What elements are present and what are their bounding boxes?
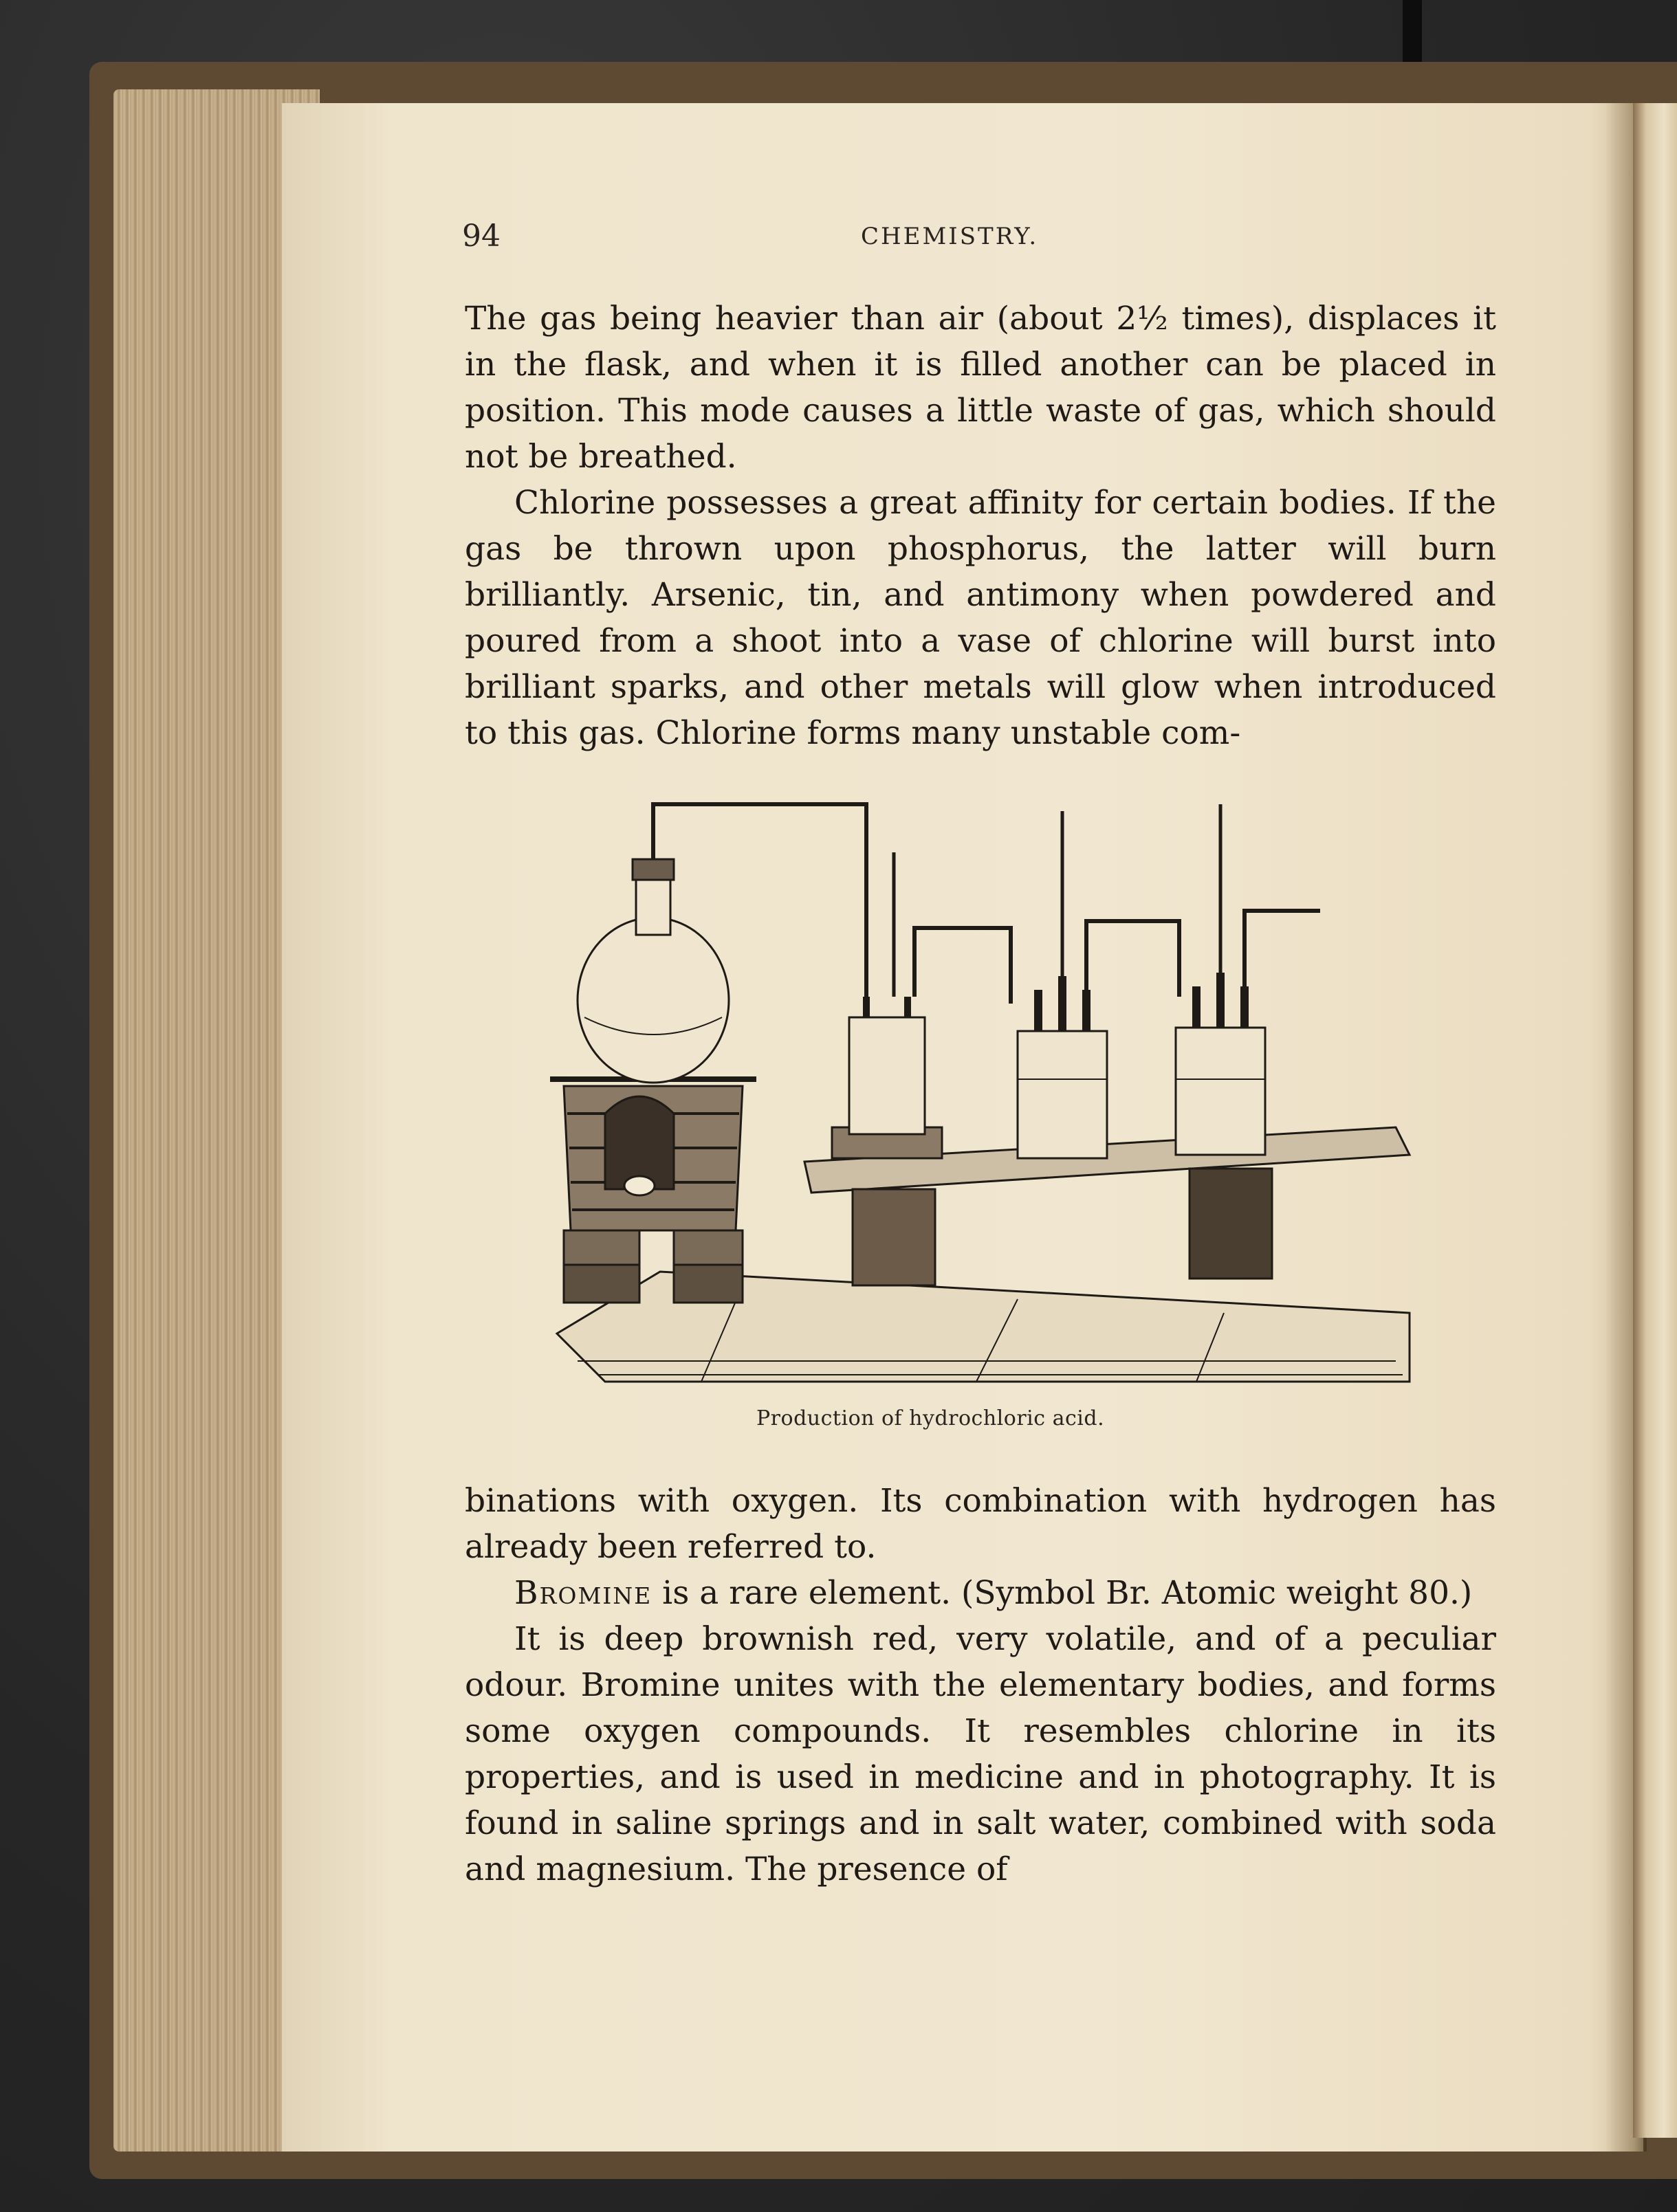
figure-caption: Production of hydrochloric acid. (756, 1406, 1105, 1430)
paragraph: The gas being heavier than air (about 2½ times), displaces it in the flask, and when it is filled another can be placed in position. This mode causes a little waste of gas, which should not be breathed. (465, 300, 1496, 476)
facing-page-edge (1633, 103, 1677, 2138)
text-block-bottom (465, 1478, 1496, 1892)
wash-bottle (849, 1017, 925, 1134)
paragraph: binations with oxygen. Its combination with hydrogen has already been referred to. (465, 1482, 1496, 1566)
paragraph (465, 1570, 1496, 1616)
page-header (0, 219, 1677, 260)
furnace-brick (674, 1265, 743, 1303)
running-head: CHEMISTRY. (861, 223, 1039, 250)
table-support (1190, 1169, 1272, 1279)
flask (578, 918, 729, 1083)
paragraph: Chlorine possesses a great affinity for certain bodies. If the gas be thrown upon phosphorus, the latter will burn brilliantly. Arsenic, tin, and antimony when powdered and poured from a shoot into a vase of chlorine will burst into brilliant sparks, and other metals will glow when introduced to this gas. Chlorine forms many unstable com- (465, 484, 1496, 752)
paragraph: It is deep brownish red, very volatile, and of a peculiar odour. Bromine unites with the elementary bodies, and forms some oxygen compounds. It resembles chlorine in its properties, and is used in medicine and in photography. It is found in saline springs and in salt water, combined with soda and magnesium. The presence of (465, 1620, 1496, 1888)
figure-illustration (536, 790, 1423, 1409)
paragraph-rest: is a rare element. (Symbol Br. Atomic weight 80.) (652, 1574, 1473, 1612)
wash-bottle (1176, 1028, 1265, 1155)
page-number: 94 (462, 219, 501, 254)
furnace-brick (564, 1265, 639, 1303)
table-support (853, 1189, 935, 1285)
bromine-lead: Bromine (514, 1574, 653, 1612)
text-block-top (465, 296, 1496, 756)
wash-bottle (1018, 1031, 1107, 1158)
